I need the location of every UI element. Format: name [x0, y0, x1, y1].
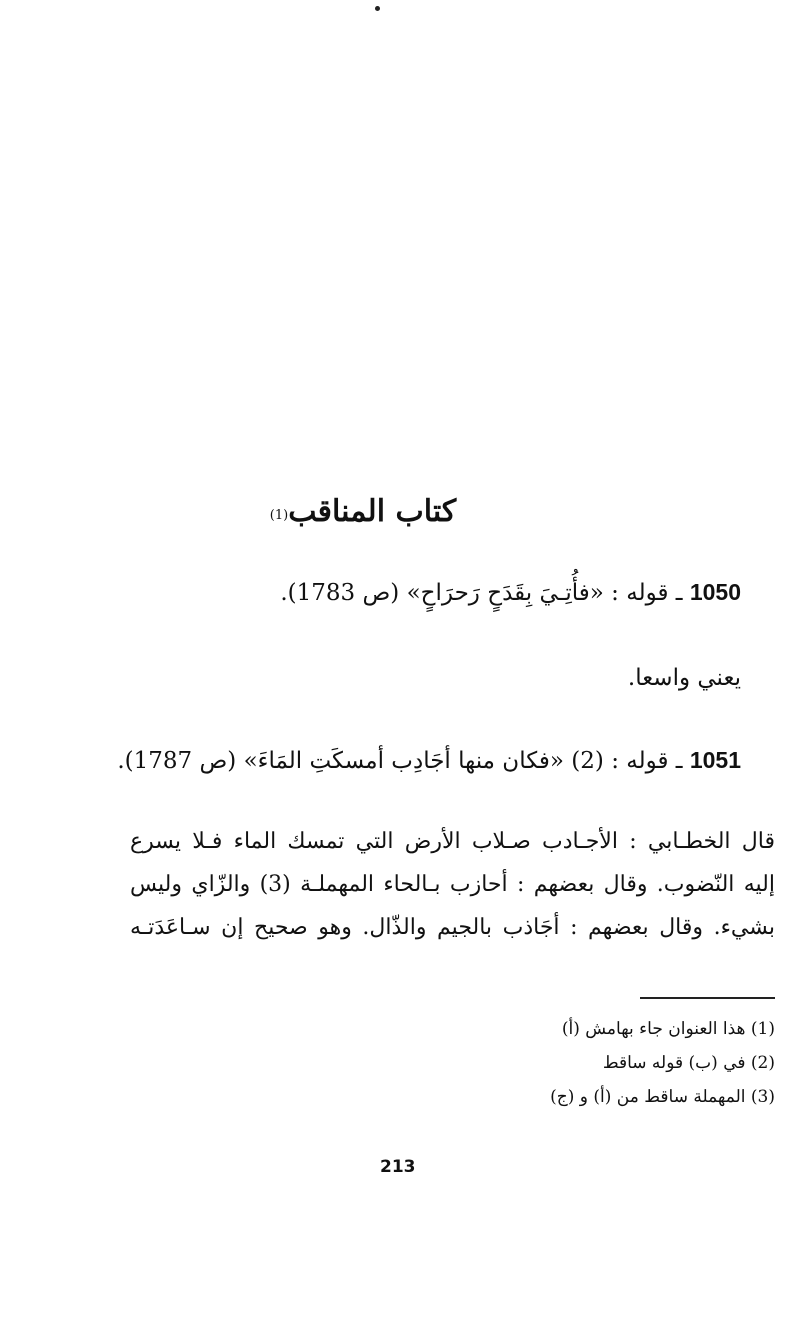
footnote-item: (3) المهملة ساقط من (أ) و (ج): [550, 1087, 775, 1107]
footnote-item: (1) هذا العنوان جاء بهامش (أ): [561, 1019, 775, 1039]
commentary-paragraph: [130, 820, 775, 949]
paragraph-line: قال الخطـابي : الأجـادب صـلاب الأرض التي تمسك الماء فـلا يسرع: [130, 829, 775, 854]
chapter-title: [200, 490, 520, 538]
entry-text: ـ قوله : (2) «فكان منها أجَادِب أمسكَتِ المَاءَ» (ص 1787).: [117, 748, 690, 774]
footnotes: [355, 1012, 775, 1114]
top-dot-mark: [375, 6, 380, 11]
paragraph-line: بشيء. وقال بعضهم : أجَاذب بالجيم والذّال. وهو صحيح إن سـاعَدَتـه: [130, 915, 775, 940]
chapter-footnote-ref: (1): [269, 508, 289, 523]
entry-1051: [61, 740, 741, 781]
entry-text: ـ قوله : «فأُتِـيَ بِقَدَحٍ رَحرَاحٍ» (ص 1783).: [280, 580, 690, 606]
page-number: 213: [380, 1157, 416, 1177]
paragraph-line: إليه النّضوب. وقال بعضهم : أحازب بـالحاء المهملـة (3) والزّاي وليس: [130, 872, 775, 897]
entry-number: 1051: [689, 747, 741, 773]
entry-1050: [61, 572, 741, 613]
footnote-item: (2) في (ب) قوله ساقط: [602, 1053, 775, 1073]
entry-1050-explanation: يعني واسعا.: [627, 665, 741, 691]
entry-number: 1050: [689, 579, 741, 605]
chapter-title-text: كتاب المناقب: [288, 494, 457, 529]
footnote-divider: [640, 997, 775, 999]
